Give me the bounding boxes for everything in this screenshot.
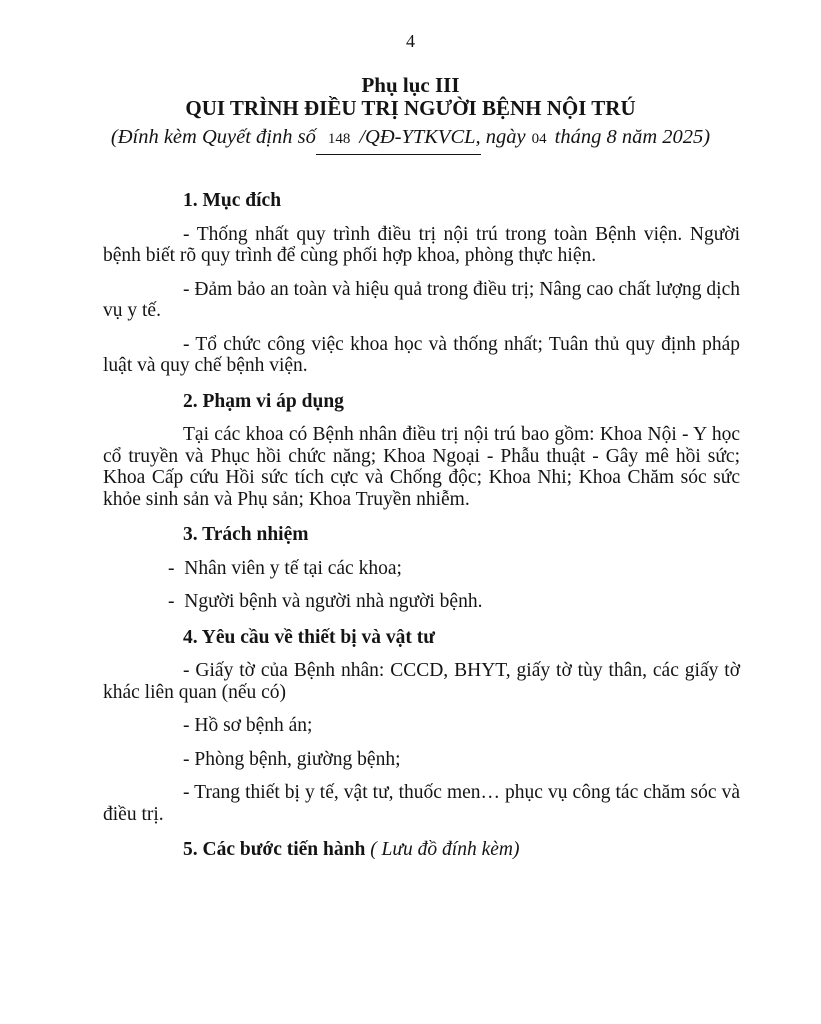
document-title: QUI TRÌNH ĐIỀU TRỊ NGƯỜI BỆNH NỘI TRÚ: [185, 96, 636, 120]
body-paragraph: - Phòng bệnh, giường bệnh;: [183, 748, 401, 770]
page-number: 4: [406, 31, 415, 51]
decision-prefix: (Đính kèm Quyết định số: [110, 126, 316, 148]
date-rest: tháng 8 năm 2025): [554, 126, 711, 148]
section-heading-label: 5. Các bước tiến hành: [183, 839, 366, 860]
decision-day: 04: [531, 131, 547, 147]
body-paragraph: - Hồ sơ bệnh án;: [183, 715, 313, 736]
body-paragraph: - Thống nhất quy trình điều trị nội trú trong toàn Bệnh viện. Người bệnh biết rõ quy trình để cùng phối hợp khoa, phòng thực hiện.: [103, 223, 740, 266]
decision-underlined-field: [316, 125, 481, 155]
body-paragraph: - Trang thiết bị y tế, vật tư, thuốc men… phục vụ công tác chăm sóc và điều trị.: [103, 782, 740, 825]
flowchart-note: ( Lưu đồ đính kèm): [370, 839, 520, 860]
section-heading-muc-dich: 1. Mục đích: [183, 190, 282, 211]
decision-code: /QĐ-YTKVCL,: [359, 126, 481, 148]
body-paragraph: - Tổ chức công việc khoa học và thống nhất; Tuân thủ quy định pháp luật và quy chế bệnh viện.: [103, 333, 740, 376]
section-heading-pham-vi: 2. Phạm vi áp dụng: [183, 390, 344, 412]
document-header: [0, 74, 821, 155]
section-heading-cac-buoc: [103, 839, 740, 861]
appendix-title: Phụ lục III: [361, 73, 460, 97]
bullet-item: - Người bệnh và người nhà người bệnh.: [168, 591, 483, 612]
body-paragraph: - Đảm bảo an toàn và hiệu quả trong điều trị; Nâng cao chất lượng dịch vụ y tế.: [103, 278, 740, 321]
decision-number: 148: [327, 131, 351, 147]
document-body: [103, 190, 740, 861]
section-heading-trach-nhiem: 3. Trách nhiệm: [183, 524, 309, 545]
body-paragraph: - Giấy tờ của Bệnh nhân: CCCD, BHYT, giấy tờ tùy thân, các giấy tờ khác liên quan (nếu có): [103, 660, 740, 703]
decision-reference-line: [0, 125, 821, 155]
body-paragraph: Tại các khoa có Bệnh nhân điều trị nội trú bao gồm: Khoa Nội - Y học cổ truyền và Phục hồi chức năng; Khoa Ngoại - Phẫu thuật - Gây mê hồi sức; Khoa Cấp cứu Hồi sức tích cực và Chống độc; Khoa Nhi; Khoa Chăm sóc sức khỏe sinh sản và Phụ sản; Khoa Truyền nhiễm.: [103, 424, 740, 510]
date-label: ngày: [485, 126, 526, 148]
bullet-item: - Nhân viên y tế tại các khoa;: [168, 557, 402, 579]
section-heading-yeu-cau: 4. Yêu cầu về thiết bị và vật tư: [183, 626, 435, 648]
